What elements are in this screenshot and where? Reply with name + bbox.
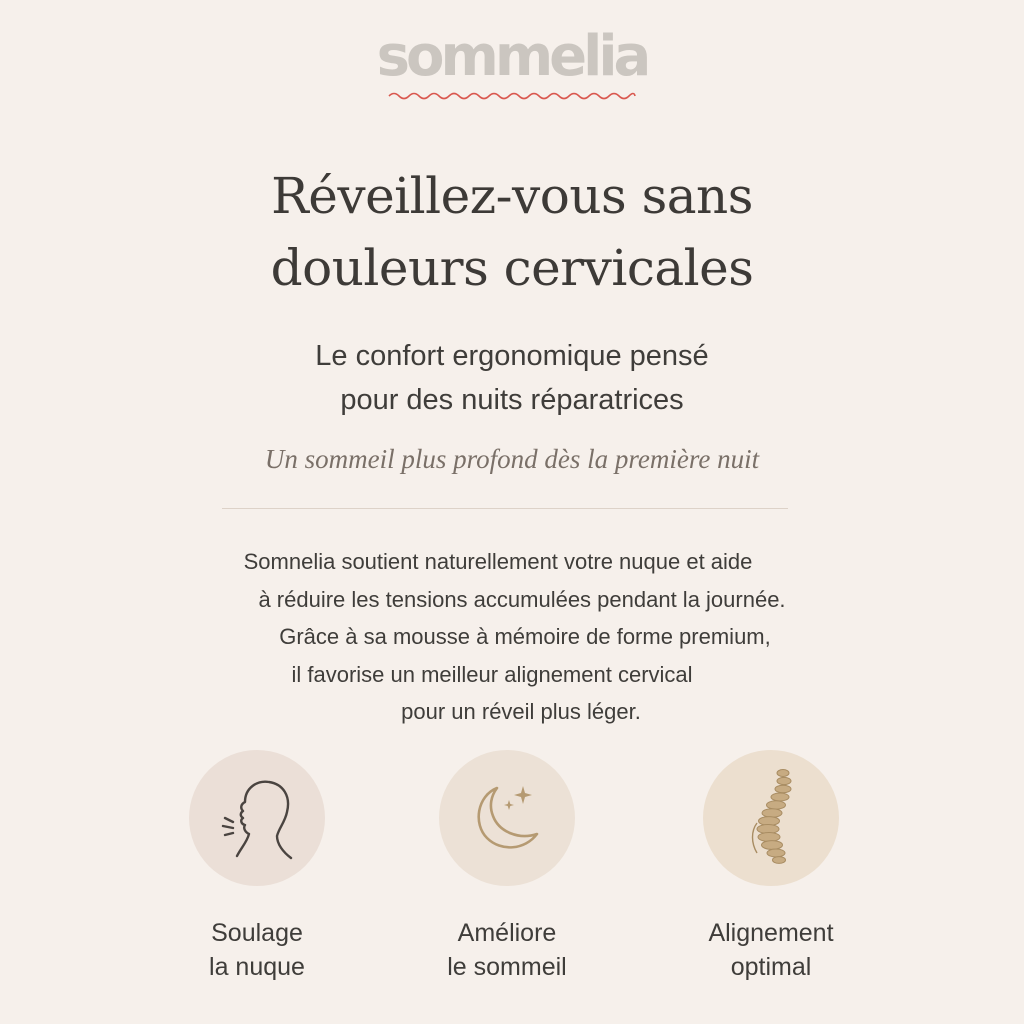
description-line-5: pour un réveil plus léger. xyxy=(401,699,641,724)
head-neck-icon xyxy=(207,768,307,868)
tagline: Un sommeil plus profond dès la première nuit xyxy=(264,444,760,474)
headline-line-1: Réveillez-vous sans xyxy=(271,167,753,225)
feature-label-line-2: le sommeil xyxy=(447,953,567,981)
feature-label-line-1: Alignement xyxy=(708,919,834,947)
feature-icon-circle xyxy=(439,750,575,886)
subheadline-line-2: pour des nuits réparatrices xyxy=(340,384,684,416)
feature-label-line-2: la nuque xyxy=(209,953,305,981)
description-line-4: il favorise un meilleur alignement cervical xyxy=(291,661,693,687)
feature-label xyxy=(651,916,891,984)
description-line-3: Grâce à sa mousse à mémoire de forme premium, xyxy=(279,624,771,649)
subheadline-line-1: Le confort ergonomique pensé xyxy=(315,340,709,372)
feature-icon-circle xyxy=(189,750,325,886)
feature-label xyxy=(137,916,377,984)
description-line-1 xyxy=(0,543,1024,581)
subheadline xyxy=(0,334,1024,422)
feature-improves-sleep xyxy=(387,750,627,984)
description-brand-lead: Somnelia soutient xyxy=(243,549,419,574)
brand-logo xyxy=(0,22,1024,102)
feature-relieves-neck xyxy=(137,750,377,984)
feature-label-line-2: optimal xyxy=(730,953,812,981)
divider xyxy=(222,508,788,509)
headline-line-2: douleurs cervicales xyxy=(270,239,754,297)
description xyxy=(0,543,1024,731)
feature-label-line-1: Améliore xyxy=(457,919,557,947)
feature-icon-circle xyxy=(703,750,839,886)
feature-label xyxy=(387,916,627,984)
headline xyxy=(0,160,1024,304)
feature-optimal-alignment xyxy=(651,750,891,984)
spine-icon xyxy=(721,763,821,873)
moon-stars-icon xyxy=(457,768,557,868)
description-line-2: à réduire les tensions accumulées pendant la journée. xyxy=(258,586,786,612)
feature-label-line-1: Soulage xyxy=(211,919,303,947)
description-line-1-rest: naturellement votre nuque et aide xyxy=(418,549,753,574)
logo-wordmark: sommelia xyxy=(376,24,648,89)
